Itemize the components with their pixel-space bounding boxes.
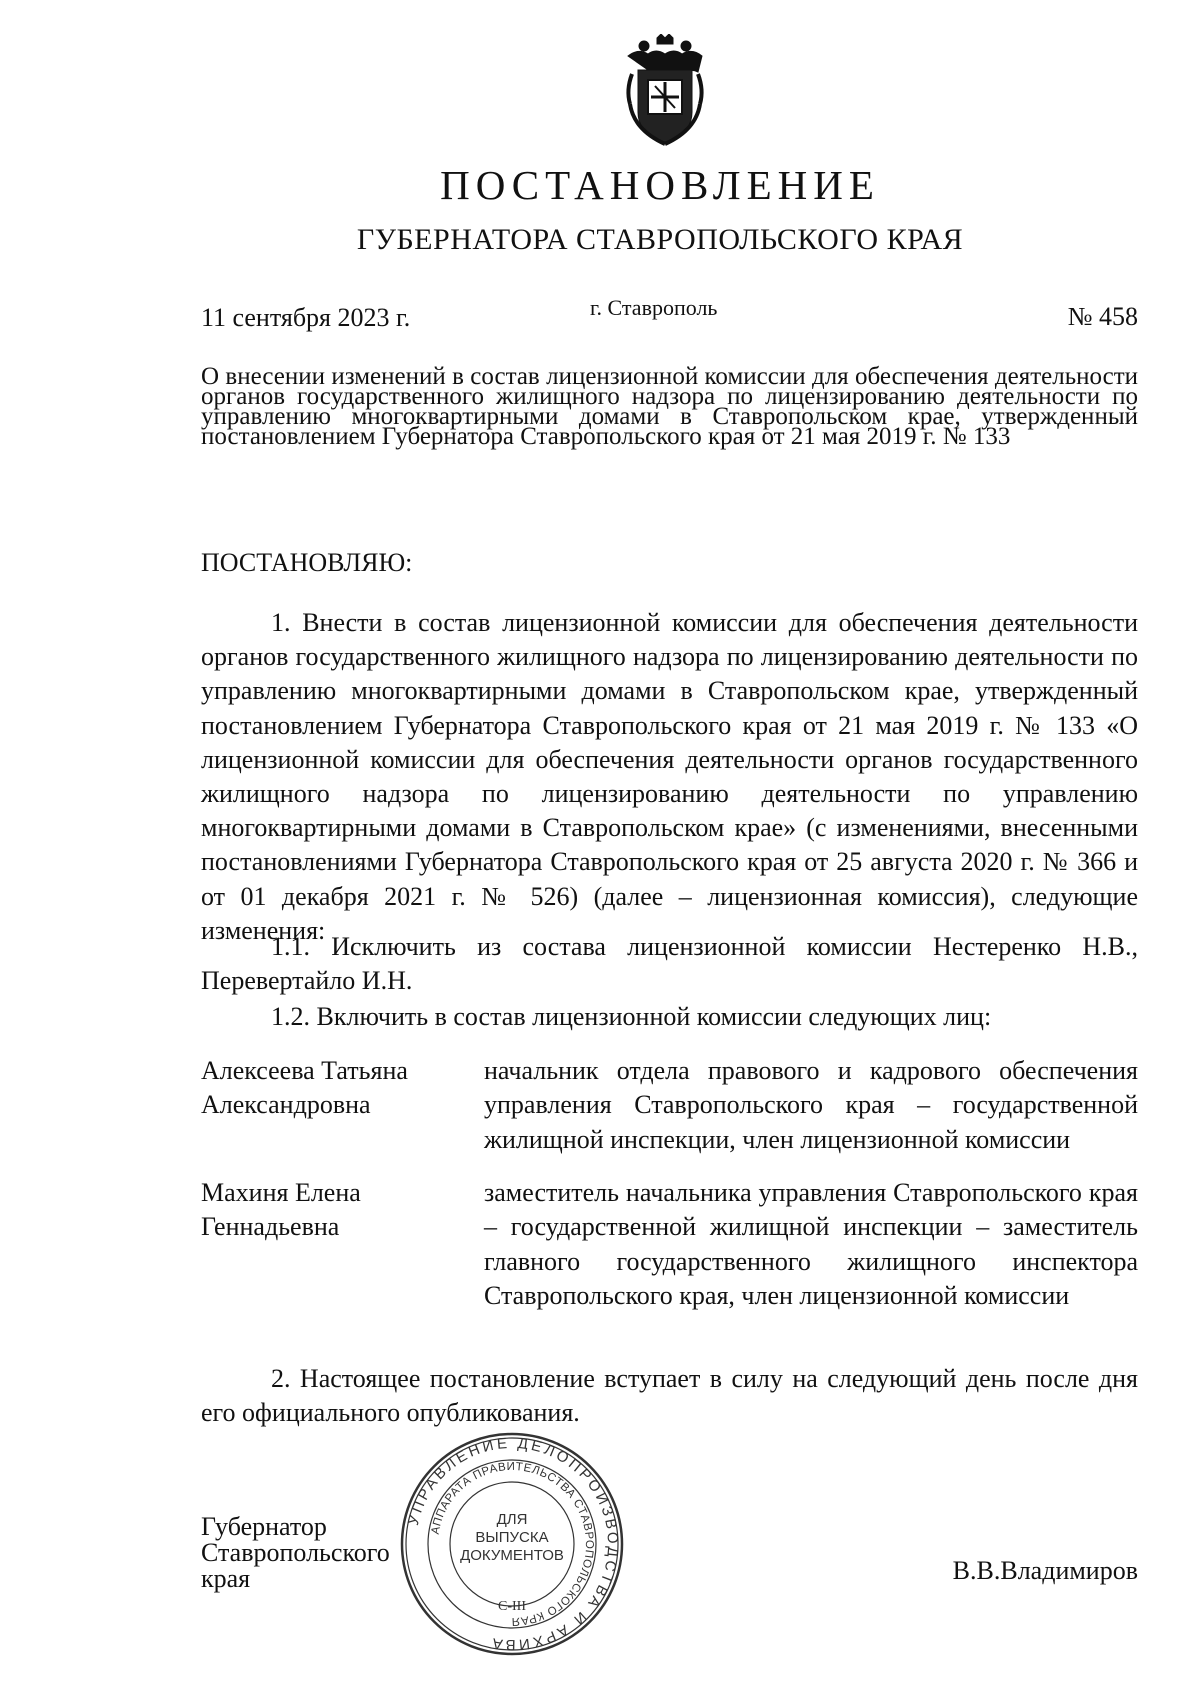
person-name: Махиня Елена Геннадьевна [201, 1178, 361, 1242]
person-name: Алексеева Татьяна Александровна [201, 1056, 408, 1120]
signer-position [201, 1514, 416, 1592]
stamp-center-line: ДЛЯ [496, 1511, 528, 1528]
decree-word: ПОСТАНОВЛЯЮ: [201, 548, 413, 577]
document-city: г. Ставрополь [590, 295, 718, 320]
person-role: начальник отдела правового и кадрового обеспечения управления Ставропольского края – государственной жилищной инспекции, член лицензионной комиссии [484, 1056, 1138, 1154]
document-issuer: ГУБЕРНАТОРА СТАВРОПОЛЬСКОГО КРАЯ [356, 223, 964, 256]
document-title: ПОСТАНОВЛЕНИЕ [440, 162, 880, 208]
document-subject: О внесении изменений в состав лицензионной комиссии для обеспечения деятельности органов государственного жилищного надзора по лицензированию деятельности по управлению многоквартирными домами в Ставропольском крае, утвержденный постановлением Губернатора Ставропольского края от 21 мая 2019 г. № 133 [201, 363, 1138, 450]
stamp-inner-text: АППАРАТА ПРАВИТЕЛЬСТВА СТАВРОПОЛЬСКОГО КРАЯ [429, 1460, 596, 1628]
paragraph-1-2: 1.2. Включить в состав лицензионной комиссии следующих лиц: [271, 1002, 992, 1031]
signer-name: В.В.Владимиров [952, 1556, 1138, 1585]
paragraph-2: 2. Настоящее постановление вступает в силу на следующий день после дня его официального опубликования. [201, 1364, 1138, 1428]
coat-of-arms-icon [622, 34, 708, 146]
stamp-center-line: ВЫПУСКА [475, 1529, 549, 1546]
stamp-outer-text: УПРАВЛЕНИЕ ДЕЛОПРОИЗВОДСТВА И АРХИВА [404, 1434, 622, 1654]
person-role: заместитель начальника управления Ставропольского края – государственной жилищной инспекции – заместитель главного государственного жилищного инспектора Ставропольского края, член лицензионной комиссии [484, 1178, 1138, 1311]
signer-position-text: Губернатор Ставропольского края [201, 1512, 390, 1593]
document-date: 11 сентября 2023 г. [201, 303, 411, 332]
paragraph-1: 1. Внести в состав лицензионной комиссии для обеспечения деятельности органов государственного жилищного надзора по лицензированию деятельности по управлению многоквартирными домами в Ставропольском крае, утвержденный постановлением Губернатора Ставропольского края от 21 мая 2019 г. № 133 «О лицензионной комиссии для обеспечения деятельности органов государственного жилищного надзора по лицензированию деятельности по управлению многоквартирными домами в Ставропольском крае» (с изменениями, внесенными постановлениями Губернатора Ставропольского края от 25 августа 2020 г. № 366 и от 01 декабря 2021 г. № 526) (далее – лицензионная комиссия), следующие изменения: [201, 608, 1138, 945]
stamp-center-line: ДОКУМЕНТОВ [460, 1547, 564, 1564]
paragraph-1-1: 1.1. Исключить из состава лицензионной комиссии Нестеренко Н.В., Перевертайло И.Н. [201, 932, 1138, 996]
document-number: № 458 [1067, 302, 1138, 331]
official-stamp [398, 1430, 626, 1658]
stamp-code: С-III [498, 1599, 526, 1614]
